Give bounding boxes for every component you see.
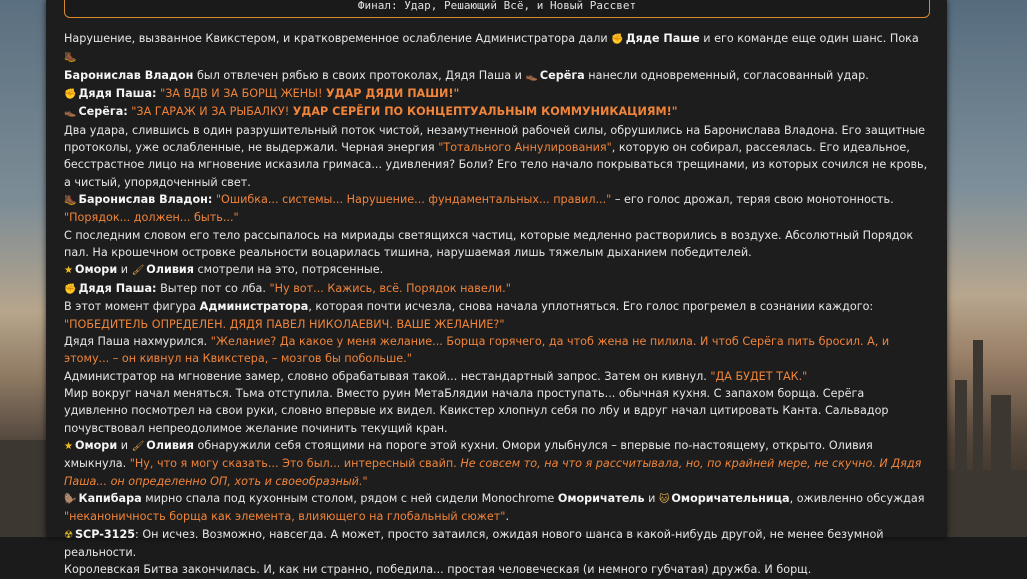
background-scenery-left bbox=[0, 0, 46, 537]
paragraph: ☢ SCP-3125: Он исчез. Возможно, навсегда. А может, просто затаился, ожидая нового шанса в какой-нибудь другой, не менее безумной реальности. bbox=[64, 527, 884, 559]
paragraph: Администратор на мгновение замер, словно обрабатывая такой... нестандартный запрос. Затем он кивнул. "ДА БУДЕТ ТАК." bbox=[64, 369, 808, 383]
speaker-name: Дядя Паша: bbox=[78, 281, 157, 295]
boot-icon: 🥾 bbox=[64, 52, 77, 64]
character-name: Оморичательница bbox=[671, 491, 790, 505]
paragraph: Два удара, слившись в один разрушительный поток чистой, незамутненной рабочей силы, обрушились на Баронислава Владона. Его защитные протоколы, уже ослабленные, не выдержали. Черная энергия "Тотального Аннулирования", которую он собирал, рассеялась. Его идеальное, бесстрастное лицо на мгновение исказила гримаса... удивления? Боли? Его тело начало покрываться трещинами, из которых сочился не кровь, а чистый, упорядоченный свет. bbox=[64, 123, 928, 189]
fist-icon: ✊ bbox=[64, 89, 77, 101]
boot-icon: 🥾 bbox=[64, 195, 77, 207]
story-panel bbox=[46, 0, 947, 577]
dialogue-line: ✊ Дядя Паша: Вытер пот со лба. "Ну вот... Кажись, всё. Порядок навели." bbox=[64, 280, 930, 298]
paintbrush-icon: 🖌 bbox=[131, 265, 145, 277]
chapter-title: Финал: Удар, Решающий Всё, и Новый Рассвет bbox=[357, 0, 637, 12]
speaker-name: Серёга: bbox=[78, 105, 128, 119]
dialogue-line: ✊ Дядя Паша: "ЗА ВДВ И ЗА БОРЩ ЖЕНЫ! УДАР ДЯДИ ПАШИ!" bbox=[64, 85, 930, 103]
star-icon: ★ bbox=[64, 265, 73, 277]
paragraph: Нарушение, вызванное Квикстером, и кратковременное ослабление Администратора дали ✊ Дяде Паше и его команде еще один шанс. Пока 🥾 Баронислав Владон был отвлечен рябью в своих протоколах, Дядя Паша и 👞 Серёга нанесли одновременный, согласованный удар. bbox=[64, 30, 930, 85]
paragraph: Дядя Паша нахмурился. "Желание? Да какое у меня желание... Борща горячего, да чтоб жена не пилила. И чтоб Серёга пить бросил. А, и этому... – он кивнул на Квикстера, – мозгов бы побольше." bbox=[64, 334, 890, 366]
fist-icon: ✊ bbox=[611, 34, 624, 45]
character-name: Администратора bbox=[199, 300, 309, 314]
background-scenery-right bbox=[947, 0, 1027, 537]
capybara-icon: 🦫 bbox=[64, 493, 77, 505]
paragraph: ★ Омори и 🖌 Оливия обнаружили себя стоящими на пороге этой кухни. Омори улыбнулся – впервые по-настоящему, открыто. Оливия хмыкнула. "Ну, что я могу сказать... Это был... интересный свайп. Не совсем то, на что я рассчитывала, но, по крайней мере, не скучно. И Дядя Паша... он определенно ОП, хоть и своеобразный." bbox=[64, 438, 922, 488]
paragraph: С последним словом его тело рассыпалось на мириады светящихся частиц, которые медленно растворились в воздухе. Абсолютный Порядок пал. На крошечном островке реальности воцарилась тишина, нарушаемая лишь тяжелым дыханием победителей. bbox=[64, 228, 914, 260]
paragraph: В этот момент фигура Администратора, которая почти исчезла, снова начала уплотняться. Его голос прогремел в сознании каждого: "ПОБЕДИТЕЛЬ ОПРЕДЕЛЕН. ДЯДЯ ПАВЕЛ НИКОЛАЕВИЧ. ВАШЕ ЖЕЛАНИЕ?" bbox=[64, 300, 874, 331]
character-name: Серёга bbox=[539, 68, 585, 82]
dialogue-line: 🥾 Баронислав Владон: "Ошибка... системы... Нарушение... фундаментальных... правил..." – его голос дрожал, теряя свою монотонность. "Порядок... должен... быть..." bbox=[64, 193, 894, 225]
cat-icon: 🐱 bbox=[658, 493, 670, 505]
paragraph: ★ Омори и 🖌 Оливия смотрели на это, потрясенные. bbox=[64, 261, 930, 279]
speaker-name: Дядя Паша: bbox=[78, 87, 157, 101]
fist-icon: ✊ bbox=[64, 283, 77, 295]
character-name: Омори bbox=[74, 263, 118, 277]
paragraph: 🦫 Капибара мирно спала под кухонным столом, рядом с ней сидели Monochrome Оморичатель и 🐱 Оморичательница, оживленно обсуждая "неканоничность борща как элемента, влияющего на глобальный сюжет". bbox=[64, 491, 925, 524]
chapter-header bbox=[64, 0, 930, 18]
character-name: Оморичатель bbox=[557, 491, 645, 505]
character-name: Оливия bbox=[146, 438, 194, 452]
paragraph: Королевская Битва закончилась. И, как ни странно, победила... простая человеческая (и немного губчатая) дружба. И борщ. bbox=[64, 563, 812, 577]
star-icon: ★ bbox=[64, 440, 73, 452]
character-name: Капибара bbox=[78, 491, 142, 505]
story-text bbox=[64, 30, 930, 579]
speaker-name: Баронислав Владон: bbox=[78, 193, 213, 207]
character-name: Омори bbox=[74, 438, 118, 452]
radiation-icon: ☢ bbox=[64, 529, 73, 541]
shoe-icon: 👞 bbox=[64, 107, 77, 119]
shoe-icon: 👞 bbox=[525, 70, 538, 82]
character-name: Оливия bbox=[146, 263, 194, 277]
character-name: Баронислав Владон bbox=[64, 68, 194, 82]
paragraph: Мир вокруг начал меняться. Тьма отступила. Вместо руин МетаБлядии начала проступать... обычная кухня. С запахом борща. Серёга удивленно посмотрел на свои руки, словно впервые их видел. Квикстер хлопнул себя по лбу и вдруг начал цитировать Канта. Сальвадор почувствовал непреодолимое желание починить текущий кран. bbox=[64, 386, 889, 435]
paintbrush-icon: 🖌 bbox=[131, 440, 145, 452]
character-name: Дяде Паше bbox=[625, 32, 700, 45]
dialogue-line: 👞 Серёга: "ЗА ГАРАЖ И ЗА РЫБАЛКУ! УДАР СЕРЁГИ ПО КОНЦЕПТУАЛЬНЫМ КОММУНИКАЦИЯМ!" bbox=[64, 103, 930, 121]
character-name: SCP-3125 bbox=[74, 527, 136, 541]
